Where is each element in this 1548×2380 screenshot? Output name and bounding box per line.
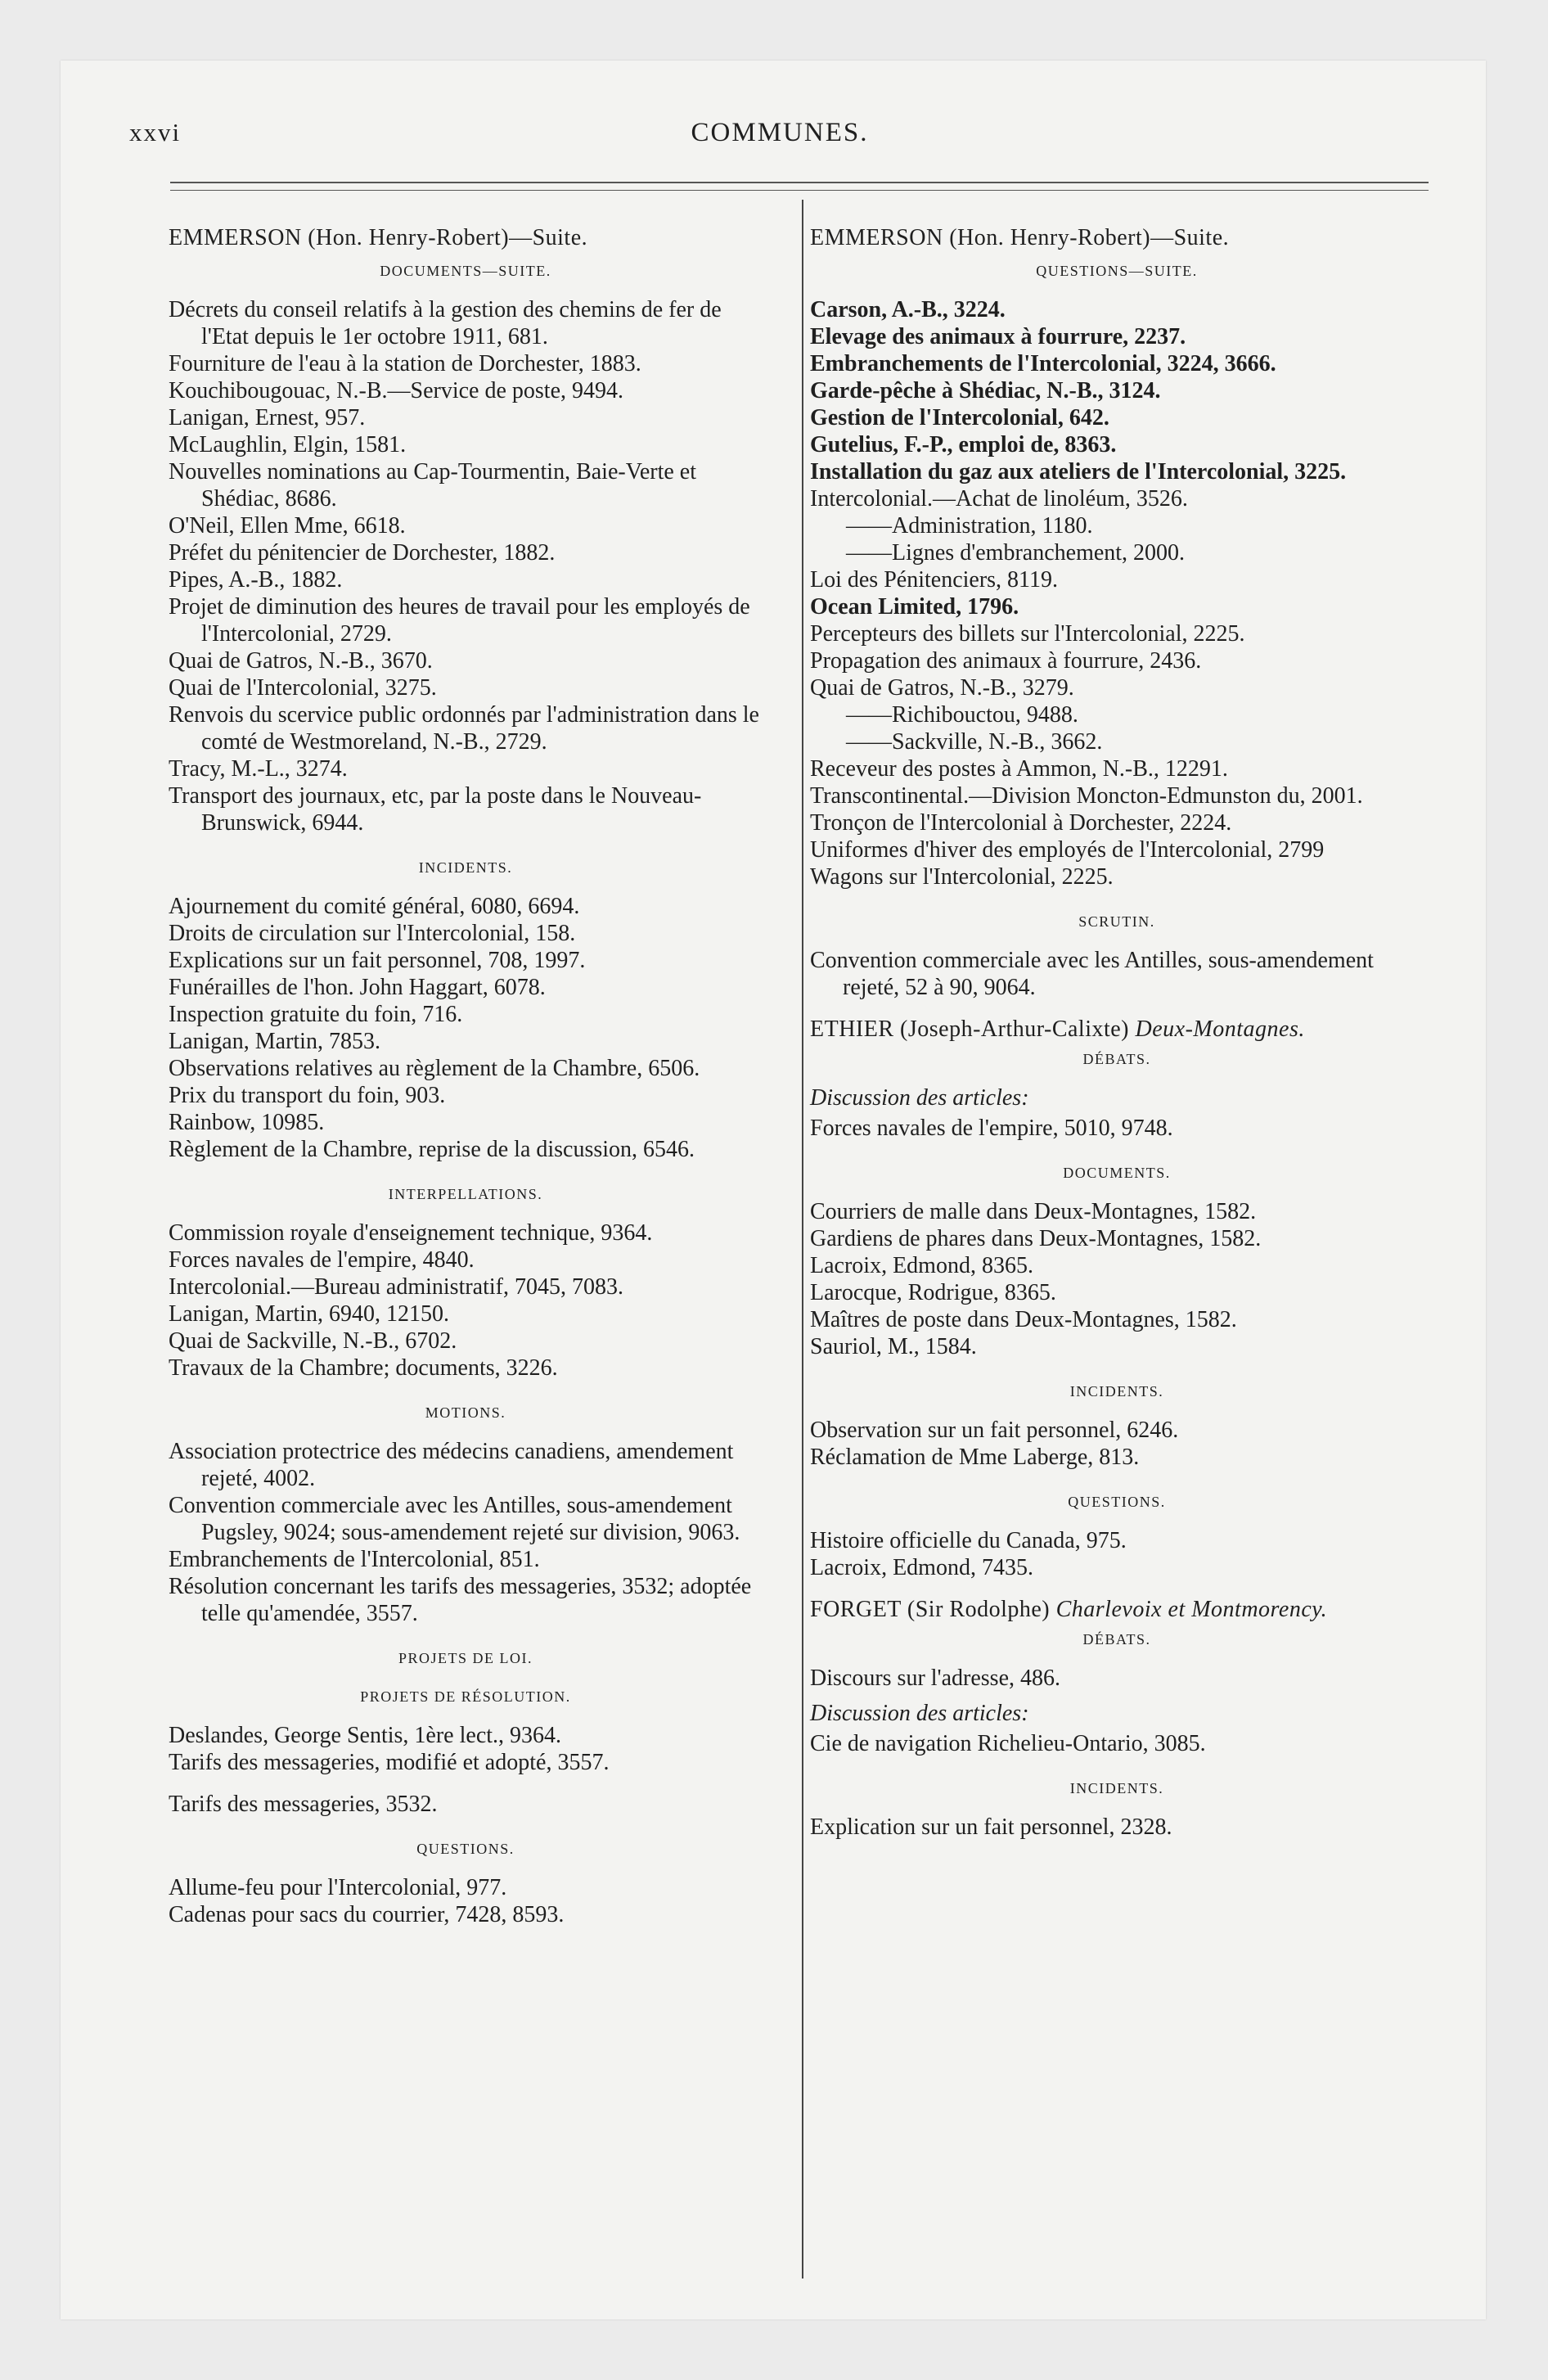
list-item: Renvois du scervice public ordonnés par l'administration dans le comté de Westmoreland, N.-B., 2729.	[169, 702, 759, 755]
forget-discussion-list	[810, 1730, 1424, 1757]
list-item: O'Neil, Ellen Mme, 6618.	[169, 513, 406, 539]
member-riding: Charlevoix et Montmorency.	[1055, 1597, 1328, 1622]
left-column	[169, 224, 763, 1928]
scrutin-list	[810, 947, 1424, 1001]
list-item: Funérailles de l'hon. John Haggart, 6078.	[169, 975, 546, 1000]
header-rule	[170, 182, 1429, 183]
list-item: Décrets du conseil relatifs à la gestion des chemins de fer de l'Etat depuis le 1er octobre 1911, 681.	[169, 297, 722, 349]
list-item: Lanigan, Martin, 7853.	[169, 1029, 380, 1054]
list-item: Percepteurs des billets sur l'Intercolonial, 2225.	[810, 621, 1245, 647]
member-riding: Deux-Montagnes.	[1135, 1016, 1305, 1042]
list-item: Tracy, M.-L., 3274.	[169, 756, 348, 782]
list-item: Gestion de l'Intercolonial, 642.	[810, 405, 1109, 430]
subheading-incidents: INCIDENTS.	[418, 859, 513, 876]
list-item: Maîtres de poste dans Deux-Montagnes, 1582.	[810, 1307, 1237, 1332]
subheading-questions: QUESTIONS.	[1068, 1494, 1166, 1510]
page	[61, 61, 1486, 2319]
list-item: Forces navales de l'empire, 4840.	[169, 1247, 475, 1273]
list-item: Explications sur un fait personnel, 708, 1997.	[169, 948, 586, 973]
list-item: Lanigan, Ernest, 957.	[169, 405, 366, 430]
projets-list	[169, 1722, 763, 1776]
subheading-incidents: INCIDENTS.	[1069, 1383, 1164, 1400]
list-item: Nouvelles nominations au Cap-Tourmentin, Baie-Verte et Shédiac, 8686.	[169, 459, 696, 512]
questions-rest-list	[810, 647, 1424, 890]
entry-heading-forget	[810, 1596, 1424, 1623]
discussion-label: Discussion des articles:	[810, 1085, 1029, 1111]
list-item: Réclamation de Mme Laberge, 813.	[810, 1445, 1140, 1470]
list-item: Quai de Sackville, N.-B., 6702.	[169, 1328, 457, 1354]
intercolonial-list	[810, 485, 1424, 566]
list-item: Wagons sur l'Intercolonial, 2225.	[810, 864, 1114, 890]
forget-incidents-list	[810, 1814, 1424, 1841]
list-item: Gardiens de phares dans Deux-Montagnes, 1582.	[810, 1226, 1262, 1251]
ethier-documents-list	[810, 1198, 1424, 1360]
list-item: Forces navales de l'empire, 5010, 9748.	[810, 1116, 1173, 1141]
list-item: Uniformes d'hiver des employés de l'Intercolonial, 2799	[810, 837, 1325, 863]
list-item: Propagation des animaux à fourrure, 2436.	[810, 648, 1202, 674]
list-item: Carson, A.-B., 3224.	[810, 297, 1006, 322]
list-item: Explication sur un fait personnel, 2328.	[810, 1814, 1172, 1840]
list-item: Gutelius, F.-P., emploi de, 8363.	[810, 432, 1117, 458]
motions-list	[169, 1438, 763, 1627]
list-item: Projet de diminution des heures de travail pour les employés de l'Intercolonial, 2729.	[169, 594, 750, 647]
list-item: Tronçon de l'Intercolonial à Dorchester, 2224.	[810, 810, 1232, 836]
member-name: FORGET (Sir Rodolphe)	[810, 1597, 1051, 1622]
subheading-scrutin: SCRUTIN.	[1078, 913, 1155, 930]
list-item: Préfet du pénitencier de Dorchester, 1882.	[169, 540, 556, 566]
spacer	[810, 1001, 1424, 1016]
subheading-debats: DÉBATS.	[1082, 1631, 1151, 1648]
list-item: Courriers de malle dans Deux-Montagnes, 1582.	[810, 1199, 1257, 1224]
page-number: xxvi	[129, 118, 182, 146]
subheading-documents: DOCUMENTS—SUITE.	[380, 263, 551, 279]
list-item: Lacroix, Edmond, 7435.	[810, 1555, 1033, 1580]
spacer	[169, 1776, 763, 1791]
questions-bold-list	[810, 296, 1424, 485]
subheading-debats: DÉBATS.	[1082, 1051, 1151, 1067]
spacer	[810, 1581, 1424, 1596]
list-item: Lacroix, Edmond, 8365.	[810, 1253, 1033, 1278]
list-item: Rainbow, 10985.	[169, 1110, 325, 1135]
running-head	[129, 118, 1430, 159]
list-item: Discours sur l'adresse, 486.	[810, 1666, 1060, 1691]
ethier-discussion-list	[810, 1115, 1424, 1142]
list-item: Cie de navigation Richelieu-Ontario, 3085.	[810, 1731, 1206, 1756]
list-item: Elevage des animaux à fourrure, 2237.	[810, 324, 1186, 349]
list-item: Allume-feu pour l'Intercolonial, 977.	[169, 1875, 507, 1900]
list-item: ——Administration, 1180.	[846, 513, 1093, 539]
list-item: Travaux de la Chambre; documents, 3226.	[169, 1355, 558, 1381]
list-item: Intercolonial.—Bureau administratif, 7045, 7083.	[169, 1274, 623, 1300]
list-item: Pipes, A.-B., 1882.	[169, 567, 343, 593]
column-divider	[802, 200, 803, 2279]
list-item: McLaughlin, Elgin, 1581.	[169, 432, 407, 458]
list-item: Lanigan, Martin, 6940, 12150.	[169, 1301, 449, 1327]
list-item: Ocean Limited, 1796.	[810, 594, 1019, 620]
list-item: Observation sur un fait personnel, 6246.	[810, 1418, 1179, 1443]
list-item: ——Richibouctou, 9488.	[846, 702, 1078, 728]
list-item: Cadenas pour sacs du courrier, 7428, 8593.	[169, 1902, 565, 1927]
list-item: Quai de l'Intercolonial, 3275.	[169, 675, 437, 701]
interpellations-list	[169, 1219, 763, 1382]
subheading-projets-de-loi: PROJETS DE LOI.	[398, 1650, 533, 1666]
running-title: COMMUNES.	[691, 118, 869, 147]
list-item: Embranchements de l'Intercolonial, 3224, 3666.	[810, 351, 1276, 376]
list-item: Transport des journaux, etc, par la poste dans le Nouveau-Brunswick, 6944.	[169, 783, 702, 836]
entry-heading-emmerson: EMMERSON (Hon. Henry-Robert)—Suite.	[169, 225, 588, 250]
header-rule-thin	[170, 190, 1429, 191]
list-item: Garde-pêche à Shédiac, N.-B., 3124.	[810, 378, 1161, 403]
list-item: Fourniture de l'eau à la station de Dorchester, 1883.	[169, 351, 641, 376]
list-item: Association protectrice des médecins canadiens, amendement rejeté, 4002.	[169, 1439, 734, 1491]
questions-list	[169, 1874, 763, 1928]
forget-debats-list	[810, 1665, 1424, 1692]
subheading-documents: DOCUMENTS.	[1063, 1165, 1171, 1181]
list-item: ——Lignes d'embranchement, 2000.	[846, 540, 1186, 566]
ethier-questions-list	[810, 1527, 1424, 1581]
resolution-list	[169, 1791, 763, 1818]
list-item: Observations relatives au règlement de la Chambre, 6506.	[169, 1056, 700, 1081]
subheading-incidents: INCIDENTS.	[1069, 1780, 1164, 1796]
ethier-incidents-list	[810, 1417, 1424, 1471]
documents-list	[169, 296, 763, 836]
list-item: Intercolonial.—Achat de linoléum, 3526.	[810, 486, 1188, 512]
list-item: Loi des Pénitenciers, 8119.	[810, 567, 1059, 593]
list-item: Quai de Gatros, N.-B., 3279.	[810, 675, 1074, 701]
subheading-questions: QUESTIONS.	[416, 1841, 515, 1857]
list-item: Droits de circulation sur l'Intercolonial, 158.	[169, 921, 576, 946]
list-item: Transcontinental.—Division Moncton-Edmunston du, 2001.	[810, 783, 1363, 809]
subheading-motions: MOTIONS.	[425, 1404, 506, 1421]
incidents-list	[169, 893, 763, 1163]
list-item: Receveur des postes à Ammon, N.-B., 12291.	[810, 756, 1228, 782]
right-column	[810, 224, 1424, 1841]
list-item: Résolution concernant les tarifs des messageries, 3532; adoptée telle qu'amendée, 3557.	[169, 1574, 752, 1626]
discussion-label: Discussion des articles:	[810, 1701, 1029, 1726]
list-item: Deslandes, George Sentis, 1ère lect., 9364.	[169, 1723, 562, 1748]
list-item: Convention commerciale avec les Antilles, sous-amendement Pugsley, 9024; sous-amendement rejeté sur division, 9063.	[169, 1493, 740, 1545]
list-item: Prix du transport du foin, 903.	[169, 1083, 446, 1108]
list-item: Histoire officielle du Canada, 975.	[810, 1528, 1127, 1553]
list-item: Convention commerciale avec les Antilles, sous-amendement rejeté, 52 à 90, 9064.	[810, 948, 1374, 1000]
list-item: Quai de Gatros, N.-B., 3670.	[169, 648, 433, 674]
list-item: Commission royale d'enseignement technique, 9364.	[169, 1220, 653, 1246]
list-item: Sauriol, M., 1584.	[810, 1334, 977, 1359]
list-item: Inspection gratuite du foin, 716.	[169, 1002, 463, 1027]
list-item: Kouchibougouac, N.-B.—Service de poste, 9494.	[169, 378, 623, 403]
list-item: Règlement de la Chambre, reprise de la discussion, 6546.	[169, 1137, 695, 1162]
list-item: Larocque, Rodrigue, 8365.	[810, 1280, 1056, 1305]
list-item: Embranchements de l'Intercolonial, 851.	[169, 1547, 540, 1572]
list-item: Tarifs des messageries, 3532.	[169, 1792, 438, 1817]
subheading-projets-de-resolution: PROJETS DE RÉSOLUTION.	[360, 1688, 571, 1705]
list-item: Tarifs des messageries, modifié et adopté, 3557.	[169, 1750, 610, 1775]
entry-heading-ethier	[810, 1016, 1424, 1043]
subheading-interpellations: INTERPELLATIONS.	[388, 1186, 543, 1202]
list-item: Installation du gaz aux ateliers de l'Intercolonial, 3225.	[810, 459, 1347, 485]
list-item: Ajournement du comité général, 6080, 6694.	[169, 894, 580, 919]
list-item: ——Sackville, N.-B., 3662.	[846, 729, 1103, 755]
member-name: ETHIER (Joseph-Arthur-Calixte)	[810, 1016, 1130, 1042]
subheading-questions-suite: QUESTIONS—SUITE.	[1036, 263, 1198, 279]
entry-heading-emmerson-cont: EMMERSON (Hon. Henry-Robert)—Suite.	[810, 225, 1230, 250]
